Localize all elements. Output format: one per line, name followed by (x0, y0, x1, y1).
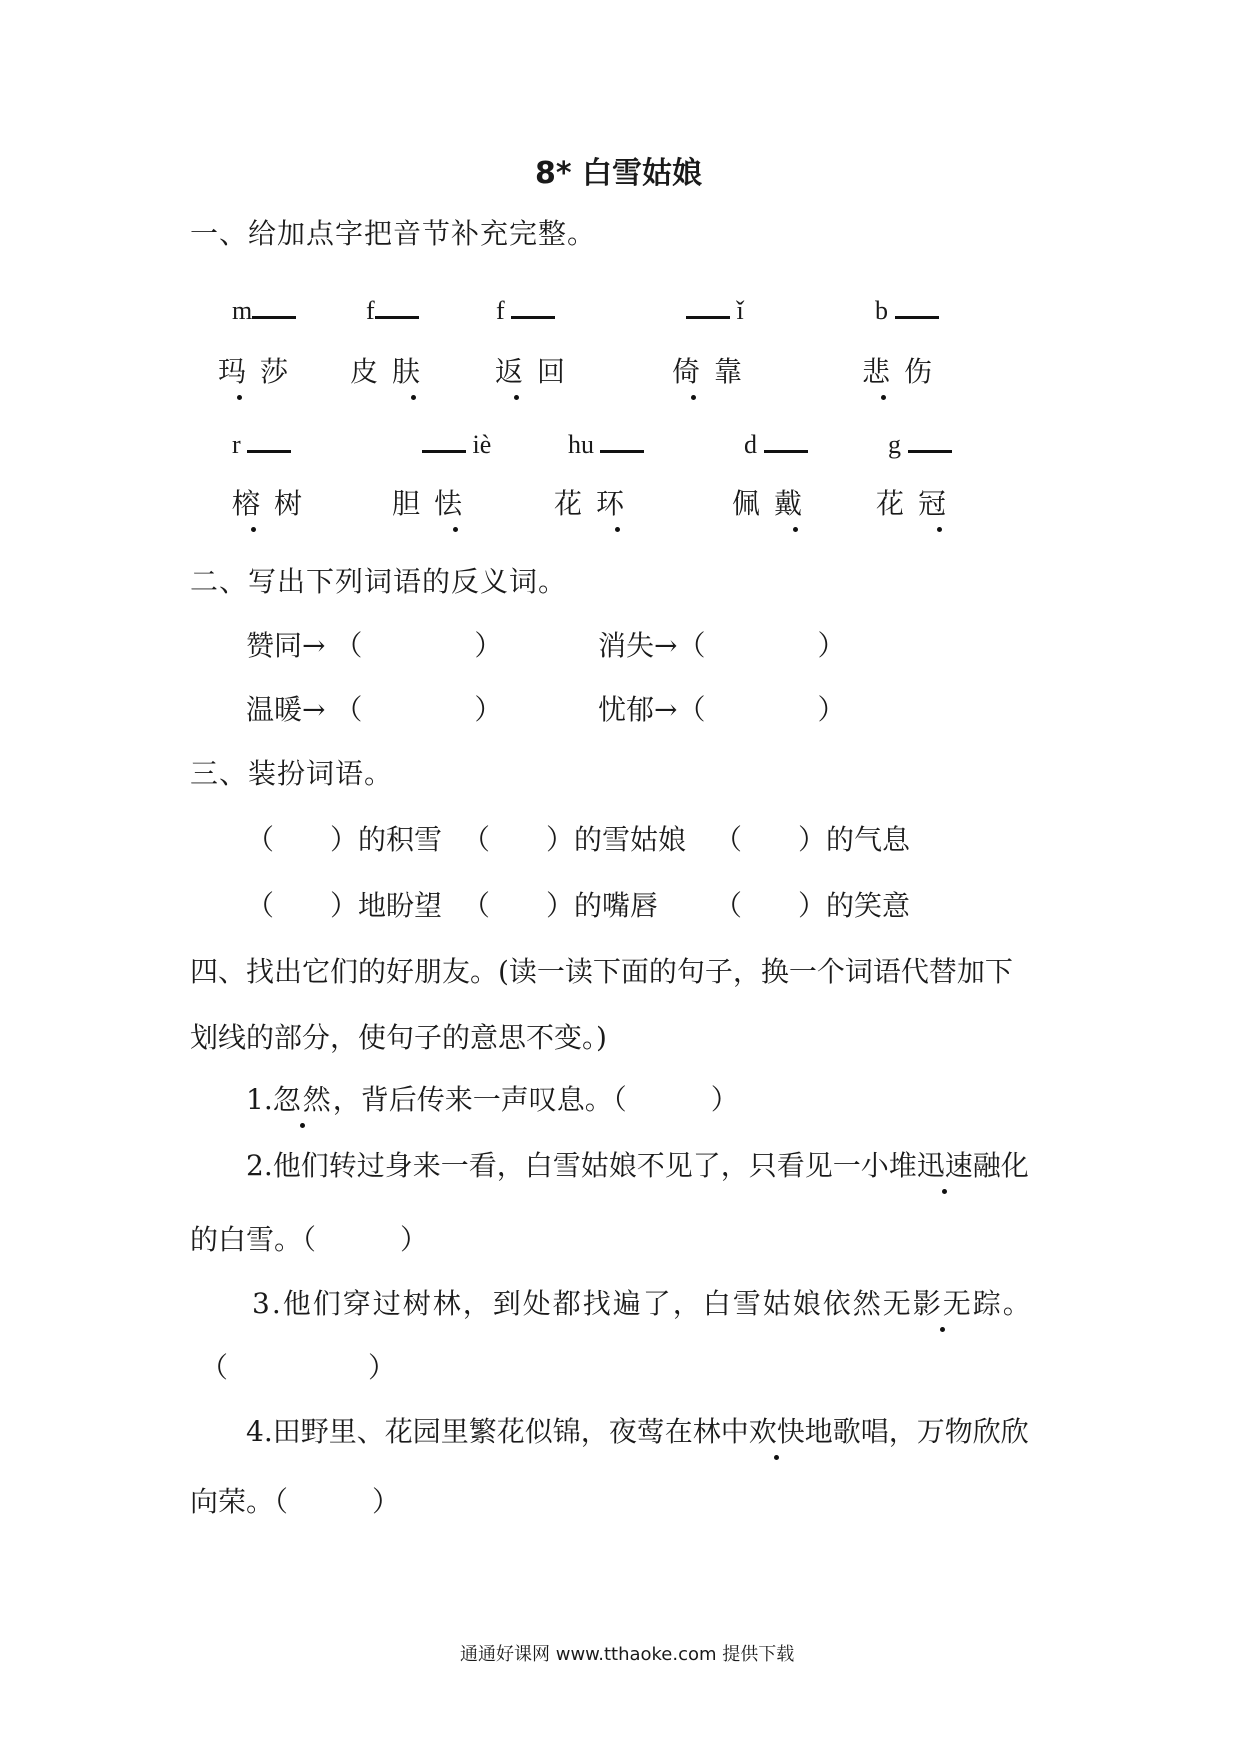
sentence-3-answer[interactable]: （ ） (200, 1351, 397, 1384)
answer-blank[interactable] (764, 448, 808, 453)
word-item: 胆怯 (392, 482, 476, 522)
footer-text: 通通好课网 www.tthaoke.com 提供下载 (460, 1644, 795, 1665)
pinyin-item: r (232, 430, 291, 460)
answer-blank[interactable] (686, 314, 730, 319)
section-2-heading: 二、写出下列词语的反义词。 (190, 565, 568, 598)
answer-blank[interactable] (252, 314, 296, 319)
sentence-2-cont[interactable]: 的白雪。（ ） (190, 1223, 429, 1256)
answer-blank[interactable] (375, 314, 419, 319)
sentence-1: 1.忽然，背后传来一声叹息。（ ） (246, 1078, 739, 1118)
word-item: 花冠 (876, 482, 960, 522)
answer-blank[interactable] (422, 448, 466, 453)
dotted-word: 忽然 (273, 1078, 333, 1118)
sentence-4: 4.田野里、花园里繁花似锦，夜莺在林中欢快地歌唱，万物欣欣 (246, 1410, 1029, 1450)
pinyin-item: hu (568, 430, 644, 460)
word-item: 悲伤 (862, 350, 946, 390)
section-4-heading: 四、找出它们的好朋友。(读一读下面的句子，换一个词语代替加下 (190, 955, 1013, 988)
page-title: 8* 白雪姑娘 (535, 156, 703, 191)
section-3-heading: 三、装扮词语。 (190, 757, 394, 790)
sentence-4-cont[interactable]: 向荣。（ ） (190, 1485, 401, 1518)
pinyin-item: b (875, 296, 939, 326)
pinyin-item: iè (422, 430, 491, 460)
word-item: 返回 (495, 350, 579, 390)
dotted-word: 无影无踪 (883, 1282, 1003, 1322)
word-item: 玛莎 (218, 350, 302, 390)
word-item: 皮肤 (350, 350, 434, 390)
sentence-3: 3.他们穿过树林，到处都找遍了，白雪姑娘依然无影无踪。 (252, 1282, 1033, 1322)
antonym-item[interactable]: 消失→（ ） (598, 629, 846, 662)
answer-blank[interactable] (511, 314, 555, 319)
antonym-item[interactable]: 忧郁→（ ） (598, 693, 846, 726)
word-item: 佩戴 (732, 482, 816, 522)
answer-blank[interactable] (247, 448, 291, 453)
dotted-word: 欢快 (749, 1410, 805, 1450)
dotted-word: 迅速 (917, 1144, 973, 1184)
word-item: 花环 (554, 482, 638, 522)
pinyin-item: f (496, 296, 555, 326)
antonym-item[interactable]: 赞同→ （ ） (246, 629, 503, 662)
phrase-item[interactable]: （ ）的笑意 (714, 889, 911, 922)
sentence-2: 2.他们转过身来一看，白雪姑娘不见了，只看见一小堆迅速融化 (246, 1144, 1029, 1184)
pinyin-item: g (888, 430, 952, 460)
antonym-item[interactable]: 温暖→ （ ） (246, 693, 503, 726)
phrase-item[interactable]: （ ）的积雪 (246, 823, 443, 856)
pinyin-item: f (366, 296, 419, 326)
phrase-item[interactable]: （ ）地盼望 (246, 889, 443, 922)
section-1-heading: 一、给加点字把音节补充完整。 (190, 217, 597, 250)
word-item: 榕树 (232, 482, 316, 522)
pinyin-item: ǐ (686, 296, 744, 326)
phrase-item[interactable]: （ ）的气息 (714, 823, 911, 856)
pinyin-item: d (744, 430, 808, 460)
phrase-item[interactable]: （ ）的雪姑娘 (462, 823, 687, 856)
answer-blank[interactable] (600, 448, 644, 453)
answer-blank[interactable] (895, 314, 939, 319)
word-item: 倚靠 (672, 350, 756, 390)
answer-blank[interactable] (908, 448, 952, 453)
pinyin-item: m (232, 296, 296, 326)
phrase-item[interactable]: （ ）的嘴唇 (462, 889, 659, 922)
section-4-heading-cont: 划线的部分，使句子的意思不变。) (190, 1021, 607, 1054)
